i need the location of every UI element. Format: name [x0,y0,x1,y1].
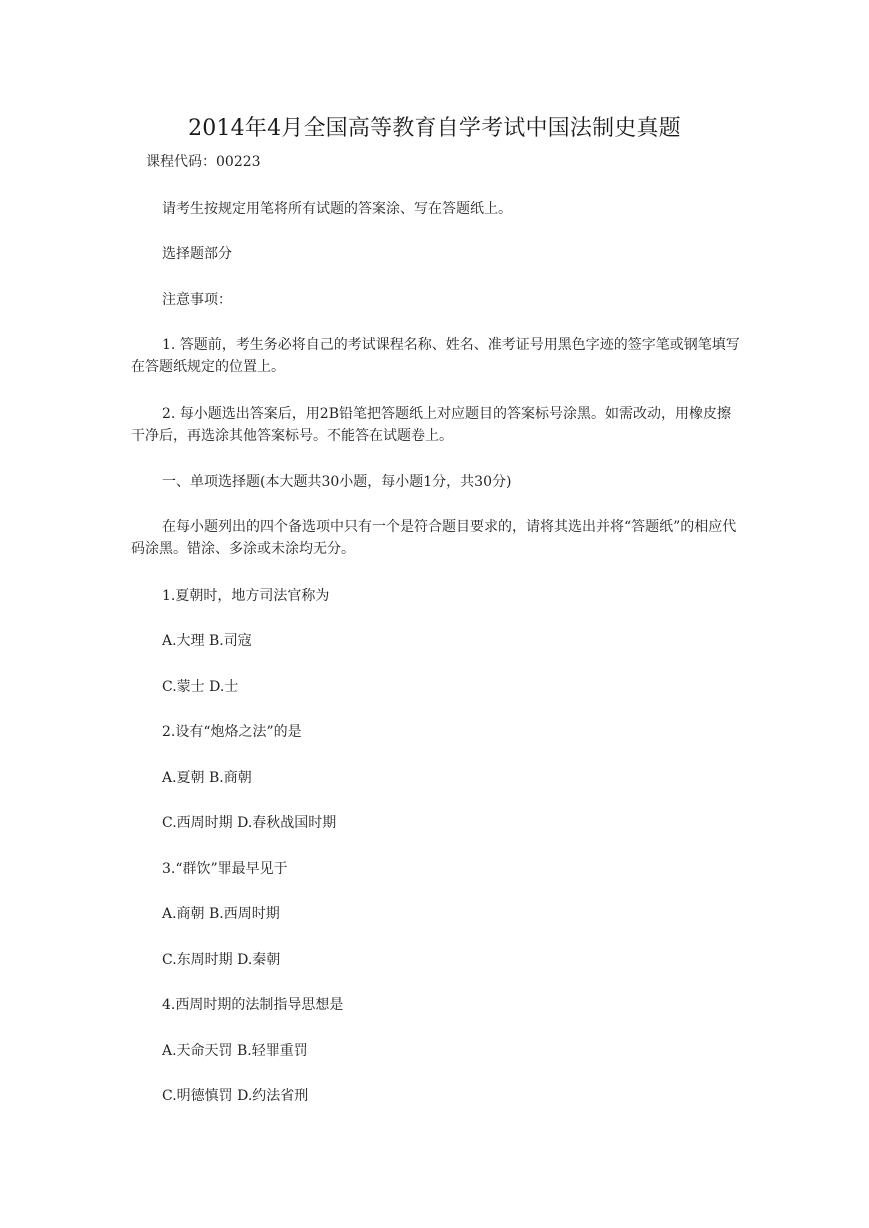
question-1-options-ab: A.大理 B.司寇 [162,633,252,649]
instruction-text: 请考生按规定用笔将所有试题的答案涂、写在答题纸上。 [162,201,512,217]
question-4-options-cd: C.明德慎罚 D.约法省刑 [162,1088,309,1104]
note-item-2: 2. 每小题选出答案后，用2B铅笔把答题纸上对应题目的答案标号涂黑。如需改动，用橡皮擦干净后，再选涂其他答案标号。不能答在试题卷上。 [131,406,732,444]
question-2-stem: 2.设有“炮烙之法”的是 [162,724,302,740]
notes-heading: 注意事项： [162,292,232,308]
question-3-stem: 3.“群饮”罪最早见于 [162,861,288,877]
note-item-1: 1. 答题前，考生务必将自己的考试课程名称、姓名、准考证号用黑色字迹的签字笔或钢笔填写在答题纸规定的位置上。 [131,337,740,375]
question-2-options-cd: C.西周时期 D.春秋战国时期 [162,815,337,831]
document-title: 2014年4月全国高等教育自学考试中国法制史真题 [188,116,681,141]
question-1-options-cd: C.蒙士 D.士 [162,679,239,695]
question-1-stem: 1.夏朝时，地方司法官称为 [162,588,330,604]
question-2-options-ab: A.夏朝 B.商朝 [162,770,252,786]
question-4-stem: 4.西周时期的法制指导思想是 [162,997,344,1013]
section-heading: 选择题部分 [162,246,232,262]
part-heading: 一、单项选择题(本大题共30小题，每小题1分，共30分) [162,474,512,490]
course-code: 课程代码：00223 [146,154,261,170]
question-4-options-ab: A.天命天罚 B.轻罪重罚 [162,1043,308,1059]
question-3-options-cd: C.东周时期 D.秦朝 [162,952,281,968]
question-3-options-ab: A.商朝 B.西周时期 [162,906,280,922]
part-instruction: 在每小题列出的四个备选项中只有一个是符合题目要求的，请将其选出并将“答题纸”的相应代码涂黑。错涂、多涂或未涂均无分。 [131,519,737,557]
